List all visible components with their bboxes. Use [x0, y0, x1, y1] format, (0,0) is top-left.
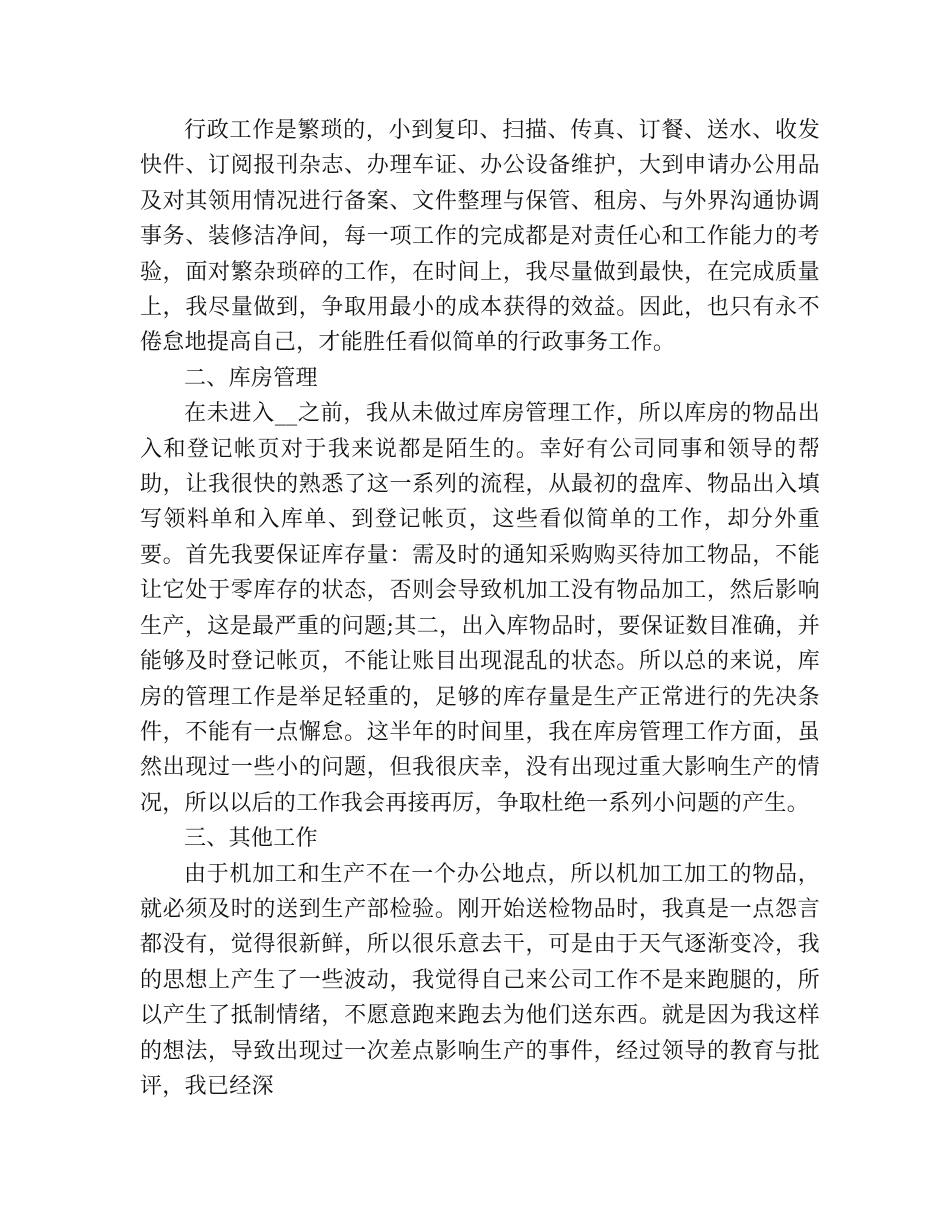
- paragraph-admin-work: 行政工作是繁琐的，小到复印、扫描、传真、订餐、送水、收发快件、订阅报刊杂志、办理车证、办公设备维护，大到申请办公用品及对其领用情况进行备案、文件整理与保管、租房、与外界沟通协调事务、装修洁净间，每一项工作的完成都是对责任心和工作能力的考验，面对繁杂琐碎的工作，在时间上，我尽量做到最快，在完成质量上，我尽量做到，争取用最小的成本获得的效益。因此，也只有永不倦怠地提高自己，才能胜任看似简单的行政事务工作。: [140, 118, 820, 356]
- paragraph-other-work: 由于机加工和生产不在一个办公地点，所以机加工加工的物品，就必须及时的送到生产部检验。刚开始送检物品时，我真是一点怨言都没有，觉得很新鲜，所以很乐意去干，可是由于天气逐渐变冷，我的思想上产生了一些波动，我觉得自己来公司工作不是来跑腿的，所以产生了抵制情绪，不愿意跑来跑去为他们送东西。就是因为我这样的想法，导致出现过一次差点影响生产的事件，经过领导的教育与批评，我已经深: [140, 861, 820, 1099]
- section-heading-warehouse: 二、库房管理: [184, 365, 318, 391]
- document-body: [140, 113, 820, 1104]
- paragraph-warehouse-management: 在未进入__之前，我从未做过库房管理工作，所以库房的物品出入和登记帐页对于我来说都是陌生的。幸好有公司同事和领导的帮助，让我很快的熟悉了这一系列的流程，从最初的盘库、物品出入填写领料单和入库单、到登记帐页，这些看似简单的工作，却分外重要。首先我要保证库存量：需及时的通知采购购买待加工物品，不能让它处于零库存的状态，否则会导致机加工没有物品加工，然后影响生产，这是最严重的问题;其二，出入库物品时，要保证数目准确，并能够及时登记帐页，不能让账目出现混乱的状态。所以总的来说，库房的管理工作是举足轻重的，足够的库存量是生产正常进行的先决条件，不能有一点懈怠。这半年的时间里，我在库房管理工作方面，虽然出现过一些小的问题，但我很庆幸，没有出现过重大影响生产的情况，所以以后的工作我会再接再厉，争取杜绝一系列小问题的产生。: [140, 401, 820, 816]
- section-heading-other-work: 三、其他工作: [184, 826, 318, 852]
